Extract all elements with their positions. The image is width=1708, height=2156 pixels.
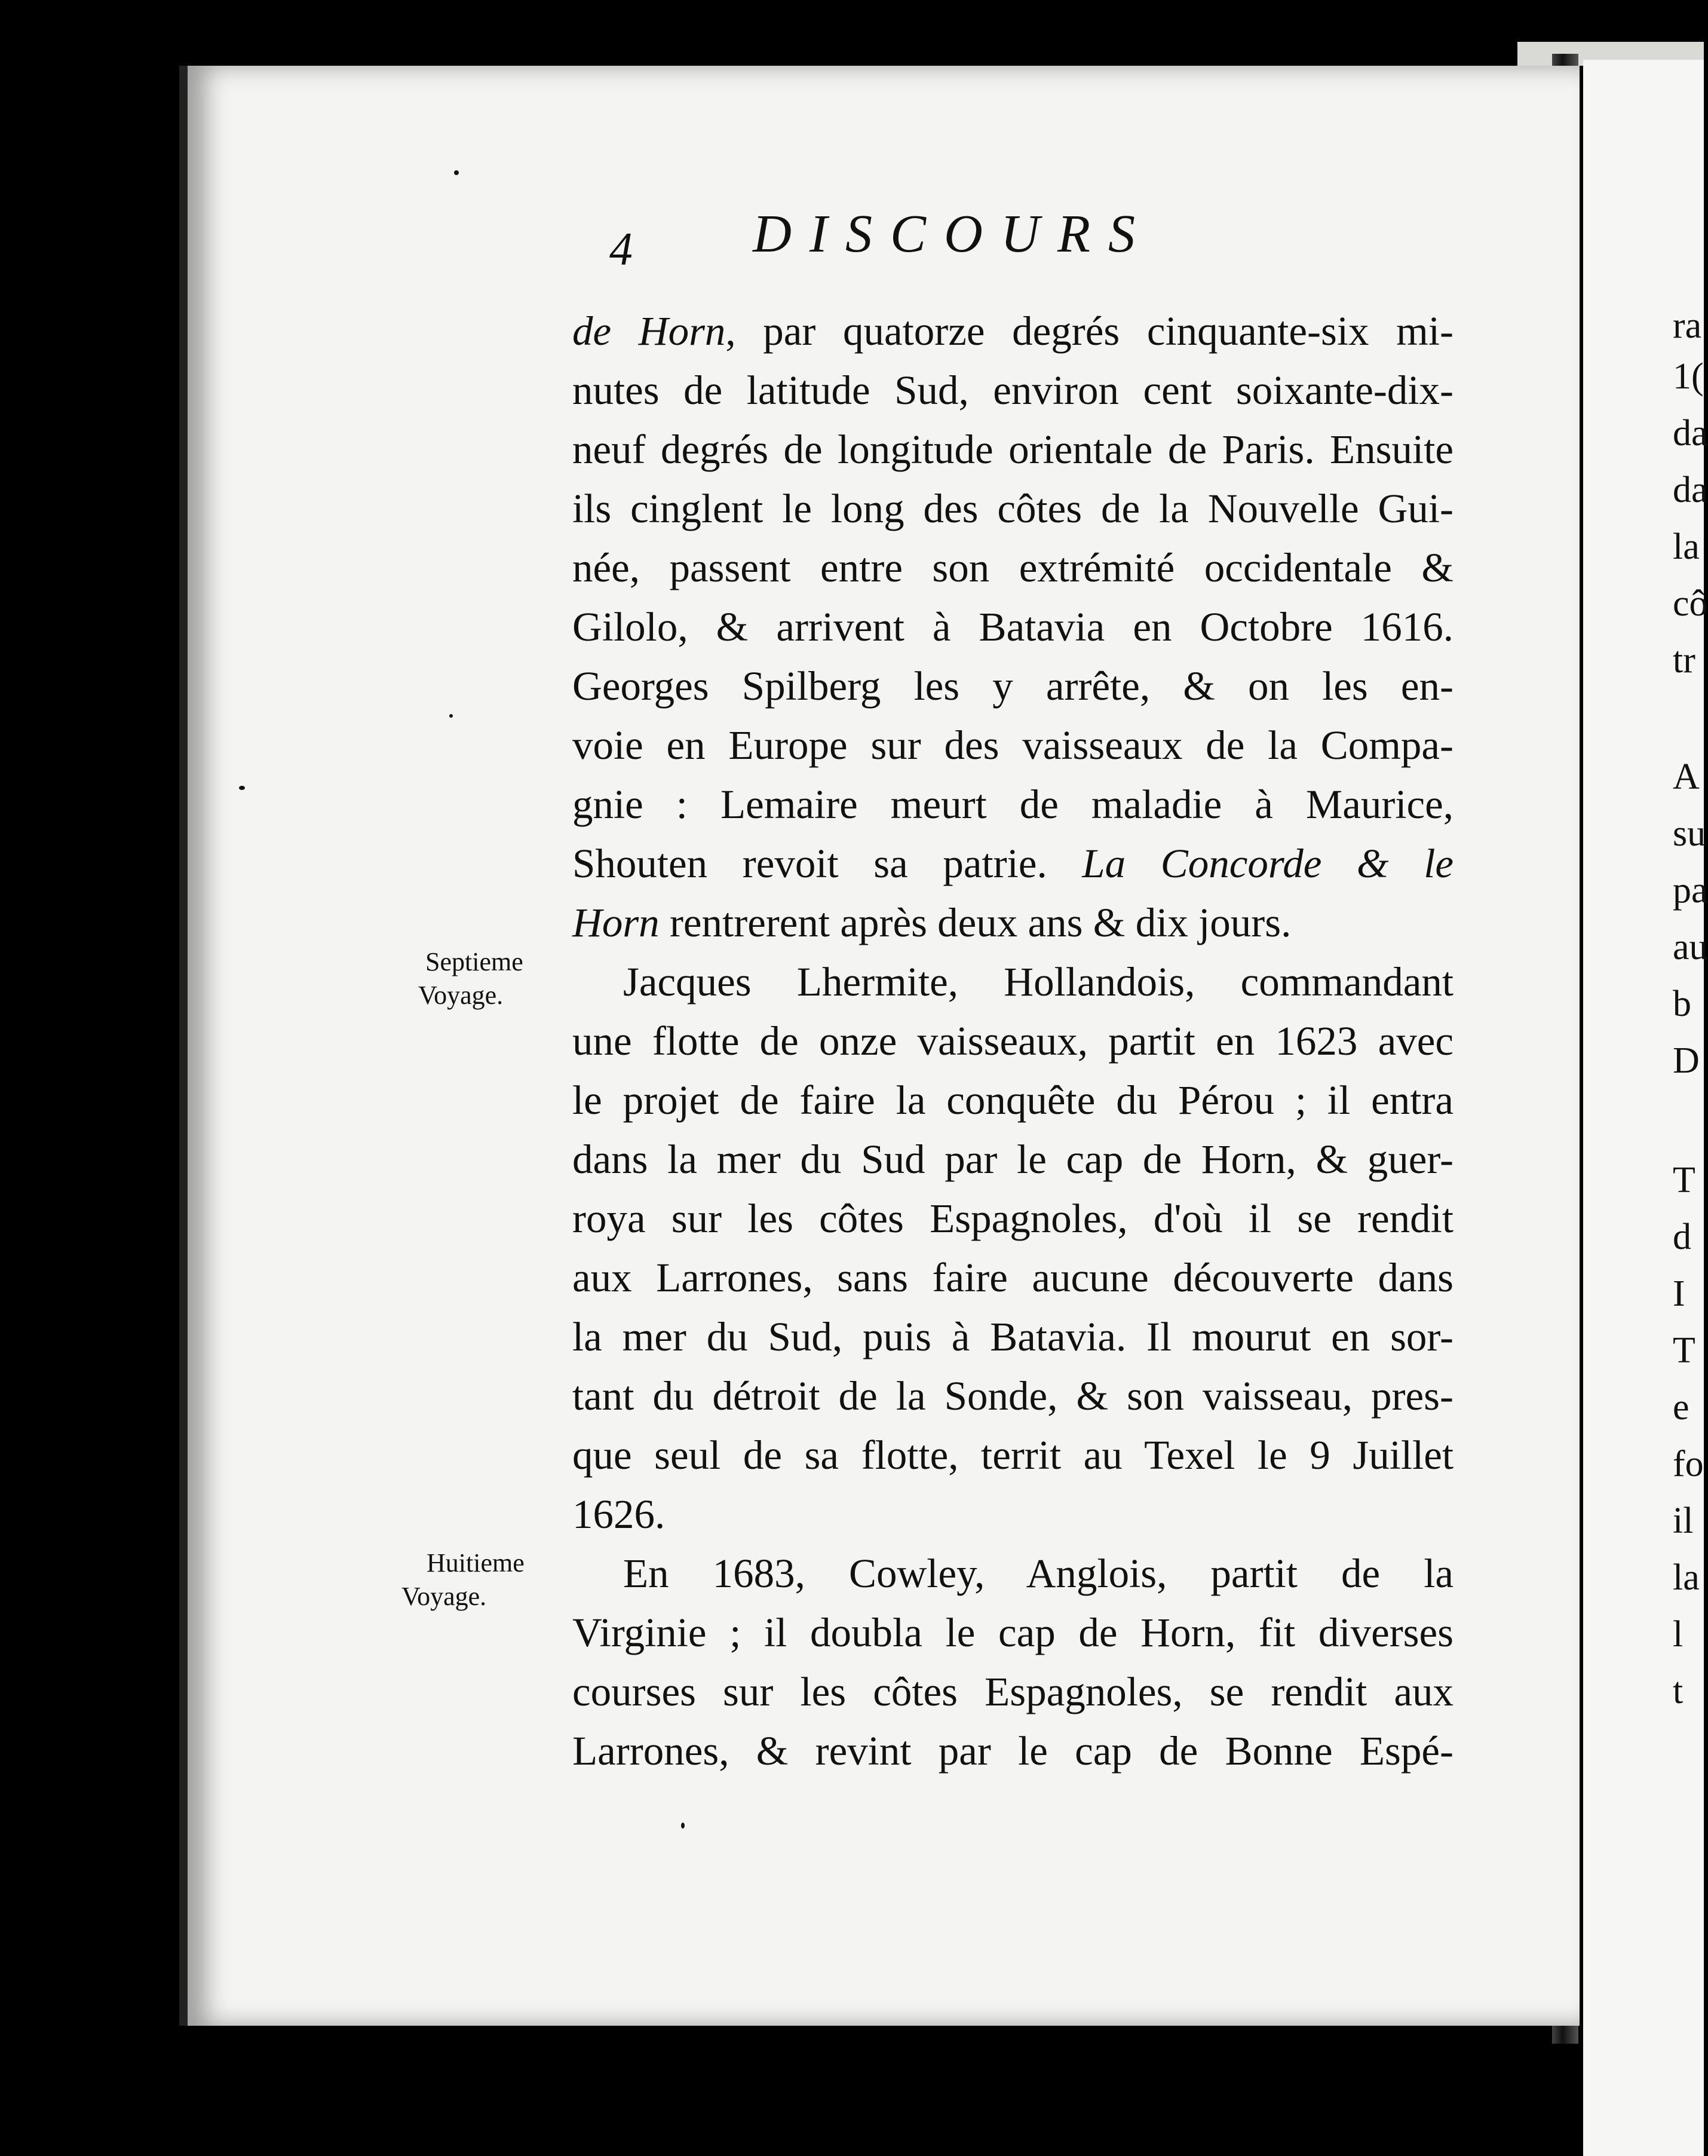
right-page-fragment: ra [1673,305,1702,346]
italic-text: Horn [572,900,660,945]
right-page-fragment: la [1673,1557,1700,1598]
text-line: Georges Spilberg les y arrête, & on les en- [572,663,1454,709]
ink-speck [239,786,245,790]
text-line: le projet de faire la conquête du Pérou ; il entra [572,1077,1454,1123]
right-page-fragment: il [1673,1500,1694,1541]
text-line: roya sur les côtes Espagnoles, d'où il se rendit [572,1196,1454,1241]
text-line: ils cinglent le long des côtes de la Nouvelle Gui- [572,486,1454,531]
italic-text: La Concorde & le [1082,841,1454,886]
right-page-fragment: da [1673,413,1708,454]
text-line: Shouten revoit sa patrie. La Concorde & le [572,841,1454,886]
text-line: 1626. [572,1492,666,1537]
right-page-fragment: A [1673,757,1700,797]
right-page-fragment: su [1673,813,1706,854]
right-page-fragment: T [1673,1160,1695,1200]
margin-note-line: Voyage. [418,981,504,1010]
body-text [572,302,1454,1781]
right-page-fragment: pa [1673,870,1708,911]
right-page-fragment: la [1673,526,1700,567]
text-line: née, passent entre son extrémité occidentale & [572,545,1454,590]
right-page-fragment: au [1673,927,1708,967]
ink-speck [454,170,459,175]
right-page-fragment: D [1673,1040,1700,1081]
right-page-fragment: I [1673,1273,1685,1314]
text-line: aux Larrones, sans faire aucune découverte dans [572,1255,1454,1300]
text-line: de Horn, par quatorze degrés cinquante-six mi- [572,308,1454,354]
margin-note-line: Voyage. [401,1582,487,1611]
text-line: nutes de latitude Sud, environ cent soixante-dix- [572,368,1454,413]
right-page-fragment: 1( [1673,356,1704,397]
margin-note-line: Septieme [425,947,523,976]
italic-text: de Horn [572,308,726,354]
text-line: dans la mer du Sud par le cap de Horn, & guer- [572,1137,1454,1182]
running-head-title: DISCOURS [753,204,1153,264]
right-page-fragment: e [1673,1387,1689,1428]
right-page-fragment: b [1673,984,1691,1024]
ink-speck [449,714,453,718]
text-line: neuf degrés de longitude orientale de Paris. Ensuite [572,427,1454,472]
text-line: que seul de sa flotte, territ au Texel le 9 Juillet [572,1432,1454,1478]
text-line: une flotte de onze vaisseaux, partit en 1623 avec [572,1018,1454,1064]
right-page-fragment: d [1673,1217,1691,1257]
text-line: gnie : Lemaire meurt de maladie à Maurice, [572,782,1454,827]
right-page-fragment: fo [1673,1444,1704,1484]
margin-note-huitieme-voyage [395,1546,557,1613]
text-line: Horn rentrerent après deux ans & dix jours. [572,900,1292,945]
margin-note-line: Huitieme [427,1548,525,1578]
text-line: En 1683, Cowley, Anglois, partit de la [623,1551,1454,1596]
text-line: courses sur les côtes Espagnoles, se rendit aux [572,1669,1454,1714]
text-line: Jacques Lhermite, Hollandois, commandant [623,959,1454,1004]
text-line: Larrones, & revint par le cap de Bonne Espé- [572,1728,1454,1774]
page-number: 4 [609,223,633,275]
right-page-fragment: T [1673,1330,1695,1371]
text-line: tant du détroit de la Sonde, & son vaisseau, pres- [572,1373,1454,1419]
right-page-fragment: da [1673,470,1708,510]
right-page-fragment: tr [1673,640,1695,681]
text-line: Gilolo, & arrivent à Batavia en Octobre 1616. [572,604,1454,650]
ink-speck [681,1823,685,1829]
text-line: la mer du Sud, puis à Batavia. Il mourut en sor- [572,1314,1454,1359]
text-line: Virginie ; il doubla le cap de Horn, fit diverses [572,1610,1454,1655]
text-line: voie en Europe sur des vaisseaux de la Compa- [572,722,1454,768]
right-page-fragment: l [1673,1614,1684,1655]
right-page-fragment: cô [1673,583,1708,624]
margin-note-septieme-voyage [418,945,562,1012]
right-page-fragment: t [1673,1671,1684,1711]
